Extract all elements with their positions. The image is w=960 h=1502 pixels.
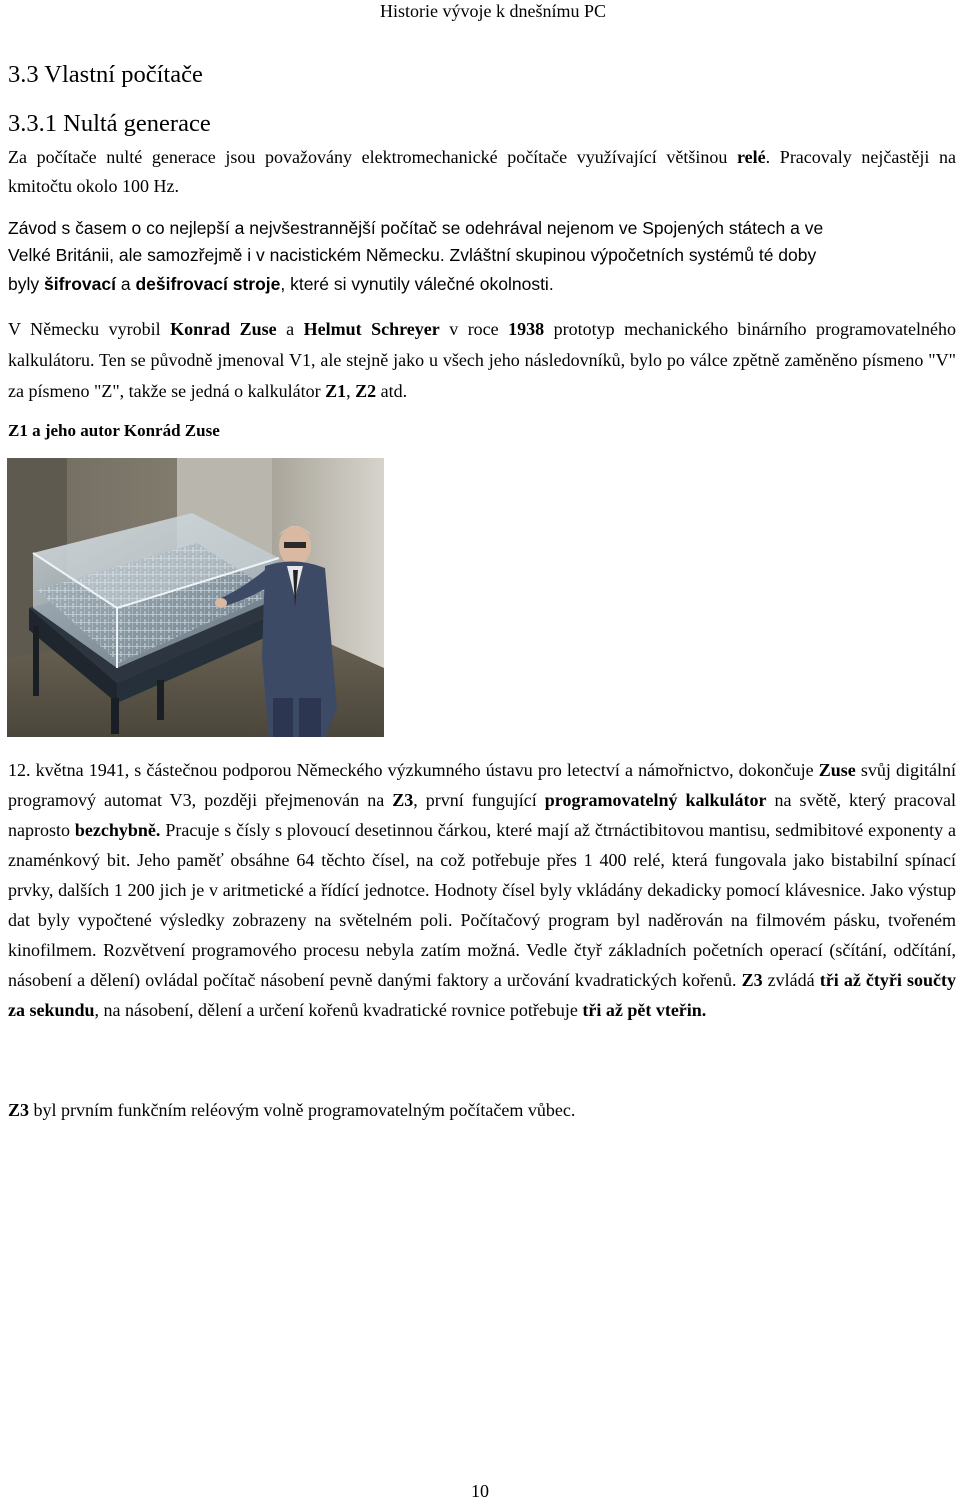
paragraph-race-line-3: byly šifrovací a dešifrovací stroje, které si vynutily válečné okolnosti. bbox=[8, 274, 554, 294]
paragraph-z3-summary: Z3 byl prvním funkčním reléovým volně programovatelným počítačem vůbec. bbox=[8, 1100, 576, 1120]
running-header: Historie vývoje k dnešnímu PC bbox=[380, 1, 606, 21]
page-number: 10 bbox=[471, 1481, 489, 1501]
photo-z1-and-zuse bbox=[7, 458, 384, 737]
paragraph-zuse-schreyer: V Německu vyrobil Konrad Zuse a Helmut Schreyer v roce 1938 prototyp mechanického binárního programovatelného kalkulátoru. Ten se původně jmenoval V1, ale stejně jako u všech jeho následovníků, bylo po válce zpětně zaměněno písmeno "V" za písmeno "Z", takže se jedná o kalkulátor Z1, Z2 atd. bbox=[8, 319, 956, 401]
paragraph-z3: 12. května 1941, s částečnou podporou Německého výzkumného ústavu pro letectví a námořnictvo, dokončuje Zuse svůj digitální programový automat V3, později přejmenován na Z3, první fungující programovatelný kalkulátor na světě, který pracoval naprosto bezchybně. Pracuje s čísly s plovoucí desetinnou čárkou, které mají až čtrnáctibitovou mantisu, sedmibitové exponenty a znaménkový bit. Jeho paměť obsáhne 64 těchto čísel, na což potřebuje přes 1 400 relé, která fungovala jako bistabilní spínací prvky, dalších 1 200 jich je v aritmetické a řídící jednotce. Hodnoty čísel byly vkládány dekadicky pomocí klávesnice. Jako výstup dat byly vypočtené výsledky zobrazeny na světelném poli. Počítačový program byl naděrován na filmovém pásku, tvořeném kinofilmem. Rozvětvení programového procesu nebyla zatím možná. Vedle čtyř základních početních operací (sčítání, odčítání, násobení a dělení) ovládal počítač násobení pevně danými faktory a určování kvadratických kořenů. Z3 zvládá tři až čtyři součty za sekundu, na násobení, dělení a určení kořenů kvadratické rovnice potřebuje tři až pět vteřin. bbox=[8, 760, 957, 1020]
paragraph-race-line-1: Závod s časem o co nejlepší a nejvšestrannější počítač se odehrával nejenom ve Spojených státech a ve bbox=[8, 218, 824, 238]
figure-caption: Z1 a jeho autor Konrád Zuse bbox=[8, 421, 220, 440]
paragraph-race-line-2: Velké Británii, ale samozřejmě i v nacistickém Německu. Zvláštní skupinou výpočetních systémů té doby bbox=[8, 245, 817, 265]
section-heading: 3.3 Vlastní počítače bbox=[8, 61, 203, 88]
subsection-heading: 3.3.1 Nultá generace bbox=[8, 110, 211, 137]
paragraph-zero-generation: Za počítače nulté generace jsou považovány elektromechanické počítače využívající většinou relé. Pracovaly nejčastěji na kmitočtu okolo 100 Hz. bbox=[8, 147, 956, 196]
